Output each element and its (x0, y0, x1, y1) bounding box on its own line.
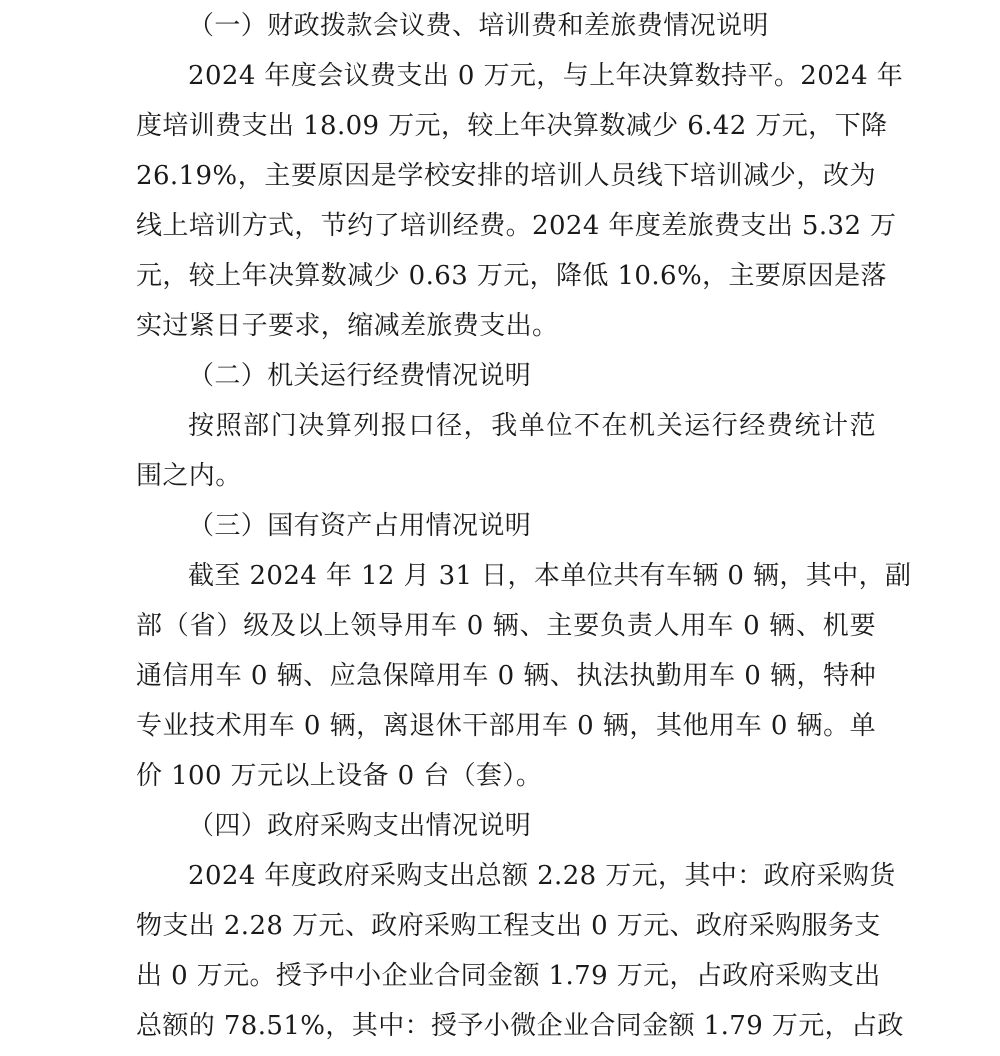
paragraph-line: 截至 2024 年 12 月 31 日，本单位共有车辆 0 辆，其中，副 (188, 561, 912, 591)
paragraph-line: 26.19%，主要原因是学校安排的培训人员线下培训减少，改为 (136, 161, 876, 191)
paragraph-line: 度培训费支出 18.09 万元，较上年决算数减少 6.42 万元，下降 (136, 111, 888, 141)
paragraph-line: 价 100 万元以上设备 0 台（套）。 (136, 761, 543, 791)
section-heading-3: （三）国有资产占用情况说明 (188, 511, 532, 541)
section-heading-4: （四）政府采购支出情况说明 (188, 811, 532, 841)
paragraph-line: 实过紧日子要求，缩减差旅费支出。 (136, 311, 559, 341)
paragraph-line: 围之内。 (136, 461, 242, 491)
paragraph-line: 专业技术用车 0 辆，离退休干部用车 0 辆，其他用车 0 辆。单 (136, 711, 876, 741)
paragraph-line: 2024 年度政府采购支出总额 2.28 万元，其中：政府采购货 (188, 861, 896, 891)
paragraph-line: 2024 年度会议费支出 0 万元，与上年决算数持平。2024 年 (188, 61, 904, 91)
paragraph-line: 部（省）级及以上领导用车 0 辆、主要负责人用车 0 辆、机要 (136, 611, 876, 641)
section-heading-1: （一）财政拨款会议费、培训费和差旅费情况说明 (188, 11, 769, 41)
paragraph-line: 元，较上年决算数减少 0.63 万元，降低 10.6%，主要原因是落 (136, 261, 887, 291)
paragraph-line: 线上培训方式，节约了培训经费。2024 年度差旅费支出 5.32 万 (136, 211, 897, 241)
paragraph-line: 按照部门决算列报口径，我单位不在机关运行经费统计范 (188, 411, 876, 441)
paragraph-line: 物支出 2.28 万元、政府采购工程支出 0 万元、政府采购服务支 (136, 911, 881, 941)
paragraph-line: 通信用车 0 辆、应急保障用车 0 辆、执法执勤用车 0 辆，特种 (136, 661, 876, 691)
paragraph-line: 总额的 78.51%，其中：授予小微企业合同金额 1.79 万元，占政 (136, 1011, 904, 1041)
section-heading-2: （二）机关运行经费情况说明 (188, 361, 532, 391)
paragraph-line: 出 0 万元。授予中小企业合同金额 1.79 万元，占政府采购支出 (136, 961, 881, 991)
